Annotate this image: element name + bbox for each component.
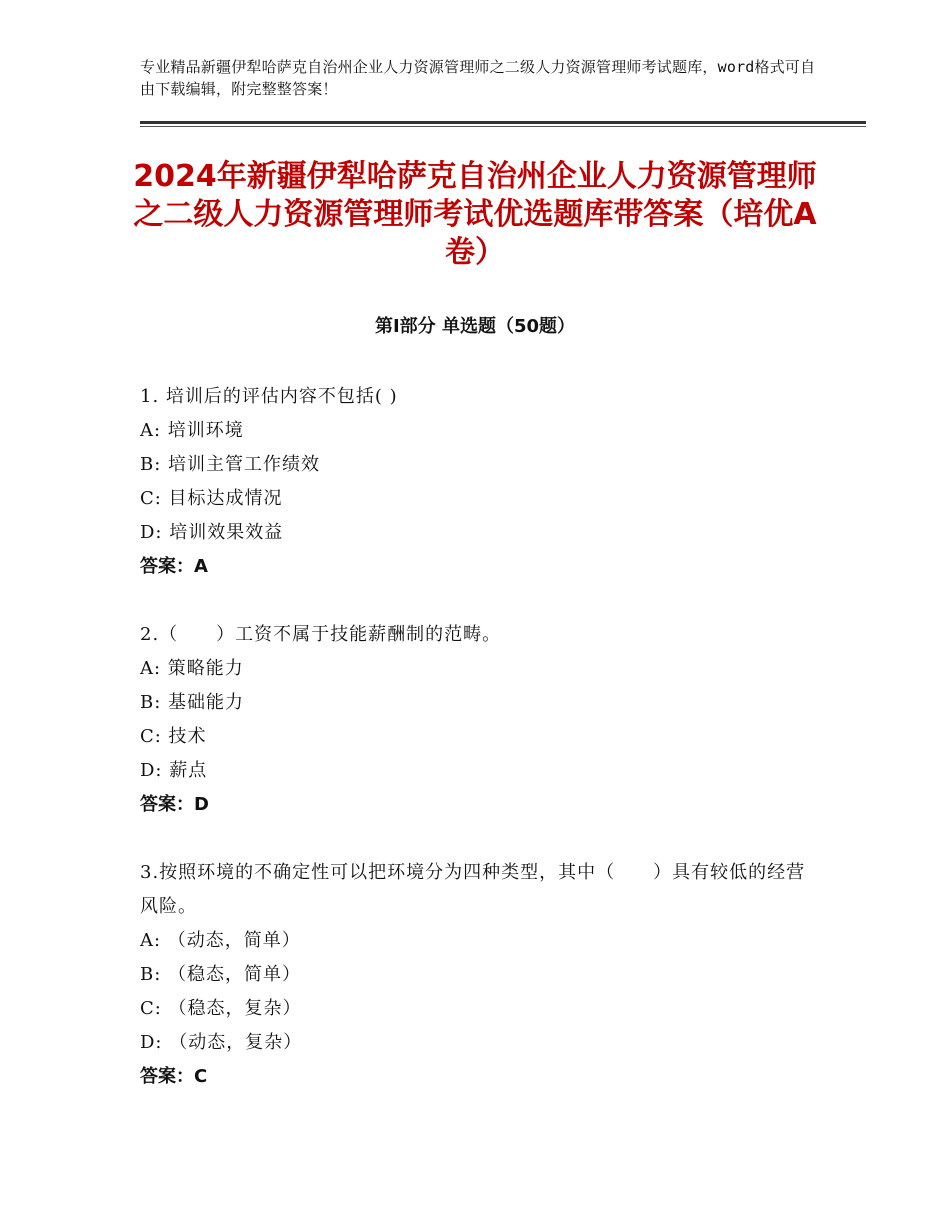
header-note: 专业精品新疆伊犁哈萨克自治州企业人力资源管理师之二级人力资源管理师考试题库，word格式可自由下载编辑，附完整整答案！ [140,58,816,98]
question-stem: 1. 培训后的评估内容不包括( ) [140,386,398,407]
question-stem: 3.按照环境的不确定性可以把环境分为四种类型，其中（ ）具有较低的经营风险。 [140,862,806,917]
option-a: A: （动态，简单） [140,930,301,951]
question-list [140,380,810,1128]
option-b: B: 基础能力 [140,692,245,713]
header-divider-thick [140,121,866,124]
option-c: C: 技术 [140,726,207,747]
option-b: B: （稳态，简单） [140,964,302,985]
question-1 [140,380,810,584]
option-a: A: 策略能力 [140,658,244,679]
answer: 答案：A [140,556,208,577]
question-2 [140,618,810,822]
question-stem: 2.（ ）工资不属于技能薪酬制的范畴。 [140,624,502,645]
option-d: D: 培训效果效益 [140,522,284,543]
option-c: C: （稳态，复杂） [140,998,302,1019]
answer: 答案：D [140,794,209,815]
answer: 答案：C [140,1066,208,1087]
option-b: B: 培训主管工作绩效 [140,454,321,475]
option-d: D: 薪点 [140,760,208,781]
option-d: D: （动态，复杂） [140,1032,303,1053]
option-a: A: 培训环境 [140,420,244,441]
option-c: C: 目标达成情况 [140,488,283,509]
header-divider-thin [140,126,866,127]
question-3 [140,856,810,1094]
section-title: 第Ⅰ部分 单选题（50题） [374,316,575,337]
document-title: 2024年新疆伊犁哈萨克自治州企业人力资源管理师之二级人力资源管理师考试优选题库带答案（培优A卷） [133,159,817,270]
